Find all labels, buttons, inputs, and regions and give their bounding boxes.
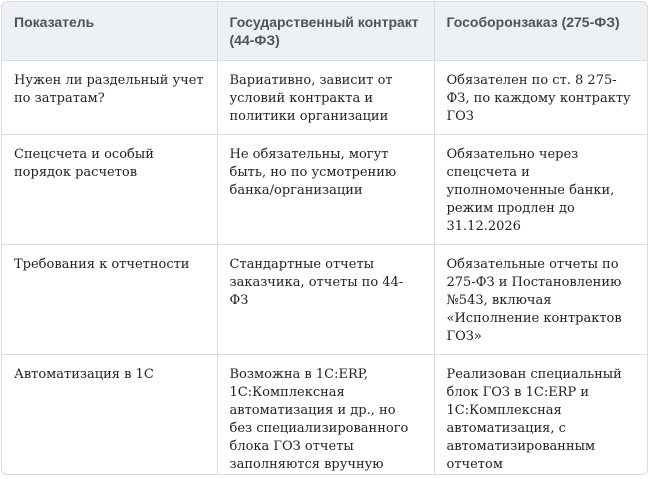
header-indicator: Показатель	[2, 2, 217, 60]
cell-defense-order: Обязателен по ст. 8 275-ФЗ, по каждому контракту ГОЗ	[434, 60, 647, 134]
header-defense-order: Гособоронзаказ (275-ФЗ)	[434, 2, 647, 60]
cell-indicator: Спецсчета и особый порядок расчетов	[2, 134, 217, 244]
table-row	[2, 60, 647, 134]
cell-state-contract: Возможна в 1С:ERP, 1С:Комплексная автоматизация и др., но без специализированного блока ГОЗ отчеты заполняются вручную	[217, 354, 434, 475]
cell-state-contract: Вариативно, зависит от условий контракта и политики организации	[217, 60, 434, 134]
cell-state-contract: Не обязательны, могут быть, но по усмотрению банка/организации	[217, 134, 434, 244]
table-header	[2, 2, 647, 60]
header-state-contract: Государственный контракт (44-ФЗ)	[217, 2, 434, 60]
cell-indicator: Нужен ли раздельный учет по затратам?	[2, 60, 217, 134]
cell-state-contract: Стандартные отчеты заказчика, отчеты по 44-ФЗ	[217, 244, 434, 354]
comparison-table	[2, 2, 647, 475]
cell-indicator: Автоматизация в 1С	[2, 354, 217, 475]
cell-defense-order: Реализован специальный блок ГОЗ в 1С:ERP и 1С:Комплексная автоматизация, с автоматизированным отчетом	[446, 366, 622, 472]
cell-defense-order: Обязательные отчеты по 275-ФЗ и Постановлению №543, включая «Исполнение контрактов ГОЗ»	[434, 244, 647, 354]
cell-defense-order: Обязательно через спецсчета и уполномоченные банки, режим продлен до 31.12.2026	[434, 134, 647, 244]
table-body	[2, 60, 647, 475]
table-row	[2, 354, 647, 475]
cell-indicator: Требования к отчетности	[2, 244, 217, 354]
table-row	[2, 244, 647, 354]
table-row	[2, 134, 647, 244]
comparison-table-container	[1, 1, 648, 475]
header-row	[2, 2, 647, 60]
